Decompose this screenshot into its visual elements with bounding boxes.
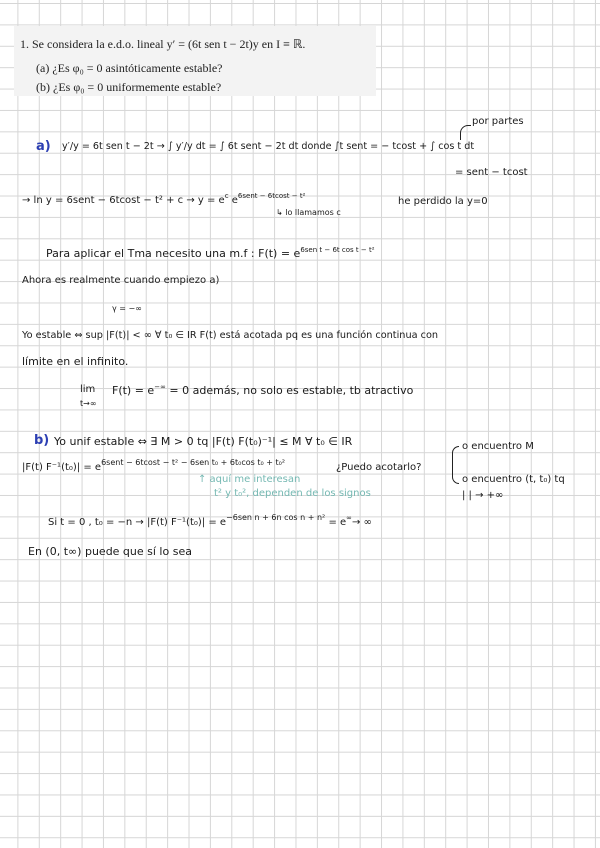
part-b-line-2-tail: ¿Puedo acotarlo? xyxy=(336,462,422,473)
part-b-line-2-text: |F(t) F⁻¹(t₀)| = e xyxy=(22,462,102,473)
part-b-line-3 xyxy=(48,513,372,528)
gamma-note: γ = −∞ xyxy=(112,304,142,313)
part-b-line-3-text: Si t = 0 , t₀ = −n → |F(t) F⁻¹(t₀)| = e xyxy=(48,517,227,528)
part-a-line-7-text: F(t) = e xyxy=(112,384,155,397)
part-b-line-2-exp: 6sent − 6tcost − t² − 6sen t₀ + 6t₀cos t₀ + t₀² xyxy=(101,458,286,467)
part-b-line-1: Yo unif estable ⇔ ∃ M > 0 tq |F(t) F(t₀)⁻¹| ≤ M ∀ t₀ ∈ IR xyxy=(54,435,353,448)
part-a-line-2-note: ↳ lo llamamos c xyxy=(276,208,341,217)
part-b-line-2 xyxy=(22,458,286,473)
part-a-line-3-text: Para aplicar el Tma necesito una m.f : F(t) = e xyxy=(46,247,301,260)
part-a-line-2-note-text: lo llamamos c xyxy=(285,208,341,217)
part-a-line-3 xyxy=(46,247,375,260)
part-a-line-6: límite en el infinito. xyxy=(22,355,129,368)
problem-part-a: (a) ¿Es φ₀ = 0 asintóticamente estable? xyxy=(36,61,223,75)
branch-bracket xyxy=(452,446,459,484)
branch-option-2: o encuentro (t, t₀) tq xyxy=(462,474,565,485)
part-b-line-3-end: → ∞ xyxy=(352,517,372,528)
teal-note-2: t² y t₀², dependen de los signos xyxy=(214,488,371,499)
problem-part-b: (b) ¿Es φ₀ = 0 uniformemente estable? xyxy=(36,80,222,94)
part-a-line-2-exp-c: c xyxy=(224,192,229,200)
limit-label: lim xyxy=(80,384,96,395)
part-a-line-7 xyxy=(112,384,413,397)
part-a-line-5: Yo estable ⇔ sup |F(t)| < ∞ ∀ t₀ ∈ IR F(t) está acotada pq es una función continua con xyxy=(22,330,439,341)
por-partes-note: por partes xyxy=(472,116,524,127)
part-a-line-1: y′/y = 6t sen t − 2t → ∫ y′/y dt = ∫ 6t sent − 2t dt donde ∫t sent = − tcost + ∫ cos t dt xyxy=(62,141,475,152)
part-a-line-7-exp: −∞ xyxy=(154,383,166,391)
part-b-line-3-tail: = e xyxy=(328,517,347,528)
part-a-line-2-tail: he perdido la y=0 xyxy=(398,196,488,207)
teal-note-1: ↑ aquí me interesan xyxy=(198,474,301,485)
por-partes-arrow xyxy=(460,125,471,140)
part-a-line-2-exp-main: 6sent − 6tcost − t² xyxy=(237,192,306,200)
part-a-line-7-tail: = 0 además, no solo es estable, tb atractivo xyxy=(169,384,414,397)
part-a-line-1-result: = sent − tcost xyxy=(455,167,528,178)
part-b-line-4: En (0, t∞) puede que sí lo sea xyxy=(28,545,192,558)
part-b-line-3-exp2: ∞ xyxy=(346,514,352,522)
branch-option-1: o encuentro M xyxy=(462,441,534,452)
branch-option-3: | | → +∞ xyxy=(462,490,504,501)
part-b-line-3-exp: −6sen n + 6n cos n + n² xyxy=(226,513,326,522)
problem-statement: 1. Se considera la e.d.o. lineal y′ = (6t sen t − 2t)y en I ≡ ℝ. xyxy=(20,37,306,51)
part-a-line-3-exp: 6sen t − 6t cos t − t² xyxy=(300,246,375,254)
part-b-label: b) xyxy=(34,433,50,448)
part-a-line-2: → ln y = 6sent − $6tcost - t^2 + c \to y = e^c$ $e^{6sent - 6tcost - t^2}$ xyxy=(22,192,306,206)
part-a-label: a) xyxy=(36,139,51,154)
limit-subscript: t→∞ xyxy=(80,399,97,408)
part-a-line-4: Ahora es realmente cuando empiezo a) xyxy=(22,275,220,286)
part-a-line-2-text: → ln y = 6sent − 6tcost − t² + c → y = e xyxy=(22,195,225,206)
